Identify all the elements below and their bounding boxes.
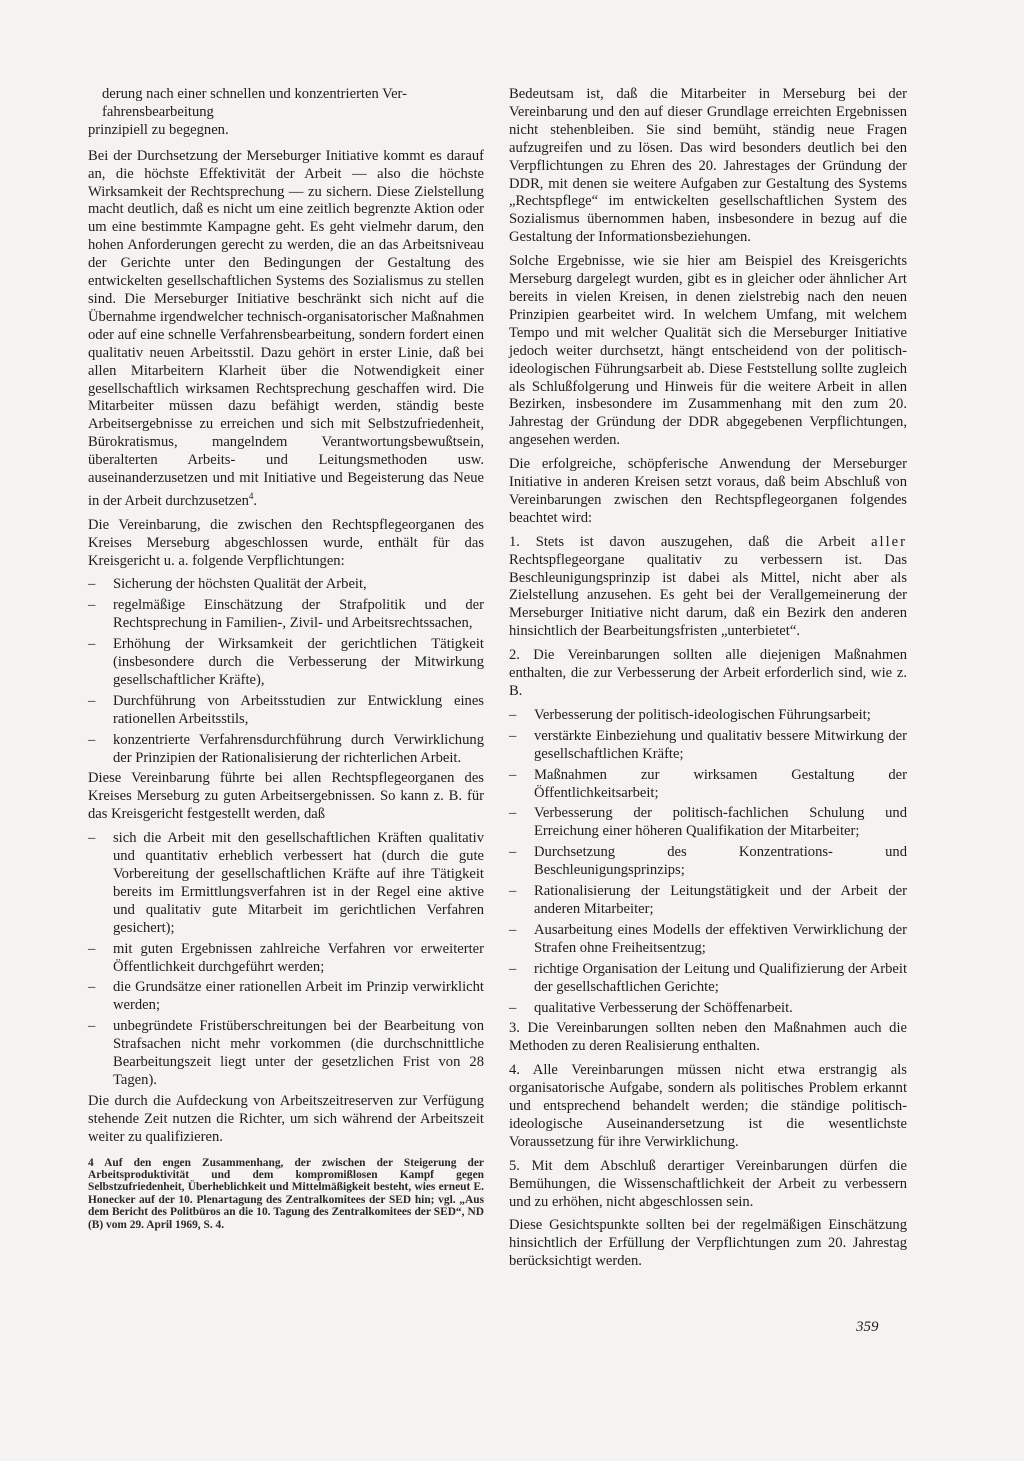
dash-bullet: – (88, 1018, 96, 1035)
footnote-reference: 4 (248, 490, 254, 501)
list-item (88, 1018, 484, 1090)
paragraph-continuation-2: fahrensbearbeitung (102, 103, 214, 120)
paragraph-continuation-3: prinzipiell zu begegnen. (88, 121, 229, 138)
dash-bullet: – (88, 576, 96, 593)
list-item (88, 597, 484, 633)
list-item-text: Maßnahmen zur wirksamen Gestaltung der Öffentlichkeitsarbeit; (534, 766, 907, 801)
point-4: 4. Alle Vereinbarungen müssen nicht etwa erstrangig als organisatorische Aufgabe, sondern als politisches Problem erkannt und entsprechend behandelt werden; die ständige politisch-ideologische Auseinandersetzung ist die wesentlichste Voraussetzung für ihre Verwirklichung. (509, 1062, 907, 1150)
paragraph-vereinbarung: Die Vereinbarung, die zwischen den Rechtspflegeorganen des Kreises Merseburg abgeschlossen wurde, enthält für das Kreisgericht u. a. folgende Verpflichtungen: (88, 516, 484, 569)
paragraph-continuation-1: derung nach einer schnellen und konzentrierten Ver- (102, 86, 407, 102)
list-item (509, 728, 907, 764)
list-item-text: Ausarbeitung eines Modells der effektiven Verwirklichung der Strafen ohne Freiheitsentzug; (534, 921, 907, 956)
paragraph-bedeutsam: Bedeutsam ist, daß die Mitarbeiter in Merseburg bei der Vereinbarung und den auf dieser Grundlage erreichten Ergebnissen nicht stehenbleiben. Sie sind bemüht, ständig neue Fragen aufzugreifen und zu lösen. Das wird besonders deutlich bei den Verpflichtungen zu Ehren des 20. Jahrestages der Gründung der DDR, mit denen sie weitere Aufgaben zur Gestaltung des Systems „Rechtspflege“ im entwickelten gesellschaftlichen System des Sozialismus übernommen haben, insbesondere in bezug auf die Gestaltung der Informationsbeziehungen. (509, 86, 907, 246)
dash-bullet: – (509, 727, 517, 744)
dash-bullet: – (88, 940, 96, 957)
list-item-text: mit guten Ergebnissen zahlreiche Verfahren vor erweiterter Öffentlichkeit durchgeführt werden; (113, 940, 484, 975)
list-item-text: Verbesserung der politisch-fachlichen Schulung und Erreichung einer höheren Qualifikation der Mitarbeiter; (534, 805, 907, 840)
dash-bullet: – (88, 979, 96, 996)
list-item-text: die Grundsätze einer rationellen Arbeit im Prinzip verwirklicht werden; (113, 979, 484, 1014)
list-item-text: Durchführung von Arbeitsstudien zur Entwicklung eines rationellen Arbeitsstils, (113, 692, 484, 727)
paragraph-merseburg-initiative (88, 148, 484, 511)
list-item (509, 707, 907, 725)
right-column (509, 86, 907, 1277)
list-item-text: Erhöhung der Wirksamkeit der gerichtlichen Tätigkeit (insbesondere durch die Verbesserung der Mitwirkung gesellschaftlicher Kräfte), (113, 636, 484, 688)
list-item (509, 844, 907, 880)
point-1 (509, 534, 907, 641)
list-item (509, 1000, 907, 1018)
dash-bullet: – (509, 805, 517, 822)
paragraph-anwendung: Die erfolgreiche, schöpferische Anwendung der Merseburger Initiative in anderen Kreisen setzt voraus, daß beim Abschluß von Vereinbarungen zwischen den Rechtspflegeorganen folgendes beachtet wird: (509, 456, 907, 526)
emphasis-aller: aller (871, 533, 907, 550)
dash-bullet: – (88, 597, 96, 614)
list-item-text: Verbesserung der politisch-ideologischen Führungsarbeit; (534, 706, 871, 723)
paragraph-end: . (253, 492, 258, 509)
dash-bullet: – (509, 844, 517, 861)
dash-bullet: – (509, 883, 517, 900)
list-item-text: Rationalisierung der Leitungstätigkeit und der Arbeit der anderen Mitarbeiter; (534, 883, 907, 917)
dash-bullet: – (88, 731, 96, 748)
list-item (509, 883, 907, 919)
point-1-text-cont: Rechtspflegeorgane qualitativ zu verbessern ist. Das Beschleunigungsprinzip ist dabei als Mittel, nicht aber als Zielstellung anzusehen. Es geht bei der Verallgemeinerung der Merseburger Initiative nicht darum, daß ein Bezirk den anderen hinsichtlich der Bearbeitungsfristen „unterbietet“. (509, 551, 907, 640)
list-item-text: Sicherung der höchsten Qualität der Arbeit, (113, 576, 367, 593)
list-item (509, 767, 907, 803)
list-item (509, 922, 907, 958)
point-1-text: 1. Stets ist davon auszugehen, daß die Arbeit (509, 533, 872, 550)
dash-bullet: – (88, 692, 96, 709)
paragraph-text: Bei der Durchsetzung der Merseburger Initiative kommt es darauf an, die höchste Effektivität der Arbeit — also die höchste Wirksamkeit der Rechtsprechung — zu sichern. Diese Zielstellung macht deutlich, daß es nicht um eine zeitlich begrenzte Aktion oder um eine bestimmte Kampagne geht. Es geht vielmehr darum, den hohen Anforderungen gerecht zu werden, die an das Arbeitsniveau der Gerichte unter den Bedingungen der Gestaltung des entwickelten gesellschaftlichen Systems des Sozialismus zu stellen sind. Die Merseburger Initiative beschränkt sich nicht auf die Übernahme irgendwelcher technisch-organisatorischer Maßnahmen oder auf eine schnelle Verfahrensbearbeitung, sondern fordert einen qualitativ neuen Arbeitsstil. Dazu gehört in erster Linie, daß bei allen Mitarbeitern Klarheit über die Notwendigkeit einer gesellschaftlich wirksamen Rechtsprechung geschaffen wird. Die Mitarbeiter müssen dazu befähigt werden, ständig beste Arbeitsergebnisse zu erreichen und sich mit Selbstzufriedenheit, Bürokratismus, mangelndem Verantwortungsbewußtsein, überalterten Arbeits- und Leitungsmethoden usw. auseinanderzusetzen und mit Initiative und Begeisterung das Neue in der Arbeit durchzusetzen (88, 147, 484, 509)
dash-bullet: – (88, 830, 96, 847)
page-number: 359 (856, 1319, 879, 1335)
list-item (509, 961, 907, 997)
list-item-text: richtige Organisation der Leitung und Qualifizierung der Arbeit der gesellschaftlichen Gerichte; (534, 960, 907, 995)
list-item-text: regelmäßige Einschätzung der Strafpolitik und der Rechtsprechung in Familien-, Zivil- und Arbeitsrechtssachen, (113, 597, 484, 632)
footnote: 4 Auf den engen Zusammenhang, der zwischen der Steigerung der Arbeitsproduktivität und dem kompromißlosen Kampf gegen Selbstzufriedenheit, Überheblichkeit und Mittelmäßigkeit besteht, wies erneut E. Honecker auf der 10. Plenartagung des Zentralkomitees der SED hin; vgl. „Aus dem Bericht des Politbüros an die 10. Tagung des Zentralkomitees der SED“, ND (B) vom 29. April 1969, S. 4. (88, 1156, 484, 1231)
dash-bullet: – (509, 999, 517, 1016)
list-item-text: qualitative Verbesserung der Schöffenarbeit. (534, 999, 793, 1016)
point-5: 5. Mit dem Abschluß derartiger Vereinbarungen dürfen die Bemühungen, die Wissenschaftlichkeit der Arbeit zu verbessern und zu erhöhen, nicht abgeschlossen sein. (509, 1157, 907, 1210)
paragraph-time-reserves: Die durch die Aufdeckung von Arbeitszeitreserven zur Verfügung stehende Zeit nutzen die Richter, um sich während der Arbeitszeit weiter zu qualifizieren. (88, 1092, 484, 1145)
paragraph-ergebnisse: Solche Ergebnisse, wie sie hier am Beispiel des Kreisgerichts Merseburg dargelegt wurden, gibt es in gleicher oder ähnlicher Art bereits in vielen Kreisen, in denen zielstrebig nach den neuen Prinzipien gearbeitet wird. In welchem Umfang, mit welchem Tempo und mit welcher Qualität sich die Merseburger Initiative jedoch weiter durchsetzt, hängt entscheidend von der politisch-ideologischen Führungsarbeit ab. Diese Feststellung sollte zugleich als Schlußfolgerung und Hinweis für die weitere Arbeit in allen Bezirken, insbesondere im Zusammenhang mit den zum 20. Jahrestag der Gründung der DDR abgegebenen Verpflichtungen, angesehen werden. (509, 253, 907, 449)
measures-list (509, 707, 907, 1018)
obligations-list (88, 576, 484, 767)
point-2: 2. Die Vereinbarungen sollten alle diejenigen Maßnahmen enthalten, die zur Verbesserung der Arbeit erforderlich sind, wie z. B. (509, 647, 907, 699)
list-item-text: Durchsetzung des Konzentrations- und Beschleunigungsprinzips; (534, 844, 907, 879)
list-item (88, 576, 484, 594)
dash-bullet: – (509, 921, 517, 938)
dash-bullet: – (509, 766, 517, 783)
results-list (88, 830, 484, 1090)
list-item (88, 979, 484, 1015)
left-column (88, 86, 484, 1237)
list-item (88, 941, 484, 977)
dash-bullet: – (88, 636, 96, 653)
list-item-text: unbegründete Fristüberschreitungen bei der Bearbeitung von Strafsachen nicht mehr vorkommen (die durchschnittliche Bearbeitungszeit liegt unter der gesetzlichen Frist von 28 Tagen). (113, 1018, 484, 1088)
dash-bullet: – (509, 960, 517, 977)
paragraph-closing: Diese Gesichtspunkte sollten bei der regelmäßigen Einschätzung hinsichtlich der Erfüllung der Verpflichtungen zum 20. Jahrestag berücksichtigt werden. (509, 1217, 907, 1270)
point-3: 3. Die Vereinbarungen sollten neben den Maßnahmen auch die Methoden zu deren Realisierung enthalten. (509, 1020, 907, 1055)
list-item-text: verstärkte Einbeziehung und qualitativ bessere Mitwirkung der gesellschaftlichen Kräfte; (534, 727, 907, 762)
list-item-text: sich die Arbeit mit den gesellschaftlichen Kräften qualitativ und quantitativ erheblich verbessert hat (durch die gute Vorbereitung der gesellschaftlichen Kräfte auf ihre Tätigkeit bereits im Ermittlungsverfahren ist in der Regel eine aktive und qualitativ gute Mitarbeit im gerichtlichen Verfahren gesichert); (113, 830, 484, 936)
dash-bullet: – (509, 706, 517, 723)
list-item-text: konzentrierte Verfahrensdurchführung durch Verwirklichung der Prinzipien der Rationalisierung der richterlichen Arbeit. (113, 731, 484, 766)
list-item (88, 732, 484, 768)
paragraph-results: Diese Vereinbarung führte bei allen Rechtspflegeorganen des Kreises Merseburg zu guten Arbeitsergebnissen. So kann z. B. für das Kreisgericht festgestellt werden, daß (88, 770, 484, 823)
list-item (509, 805, 907, 841)
list-item (88, 830, 484, 937)
list-item (88, 693, 484, 729)
list-item (88, 636, 484, 690)
